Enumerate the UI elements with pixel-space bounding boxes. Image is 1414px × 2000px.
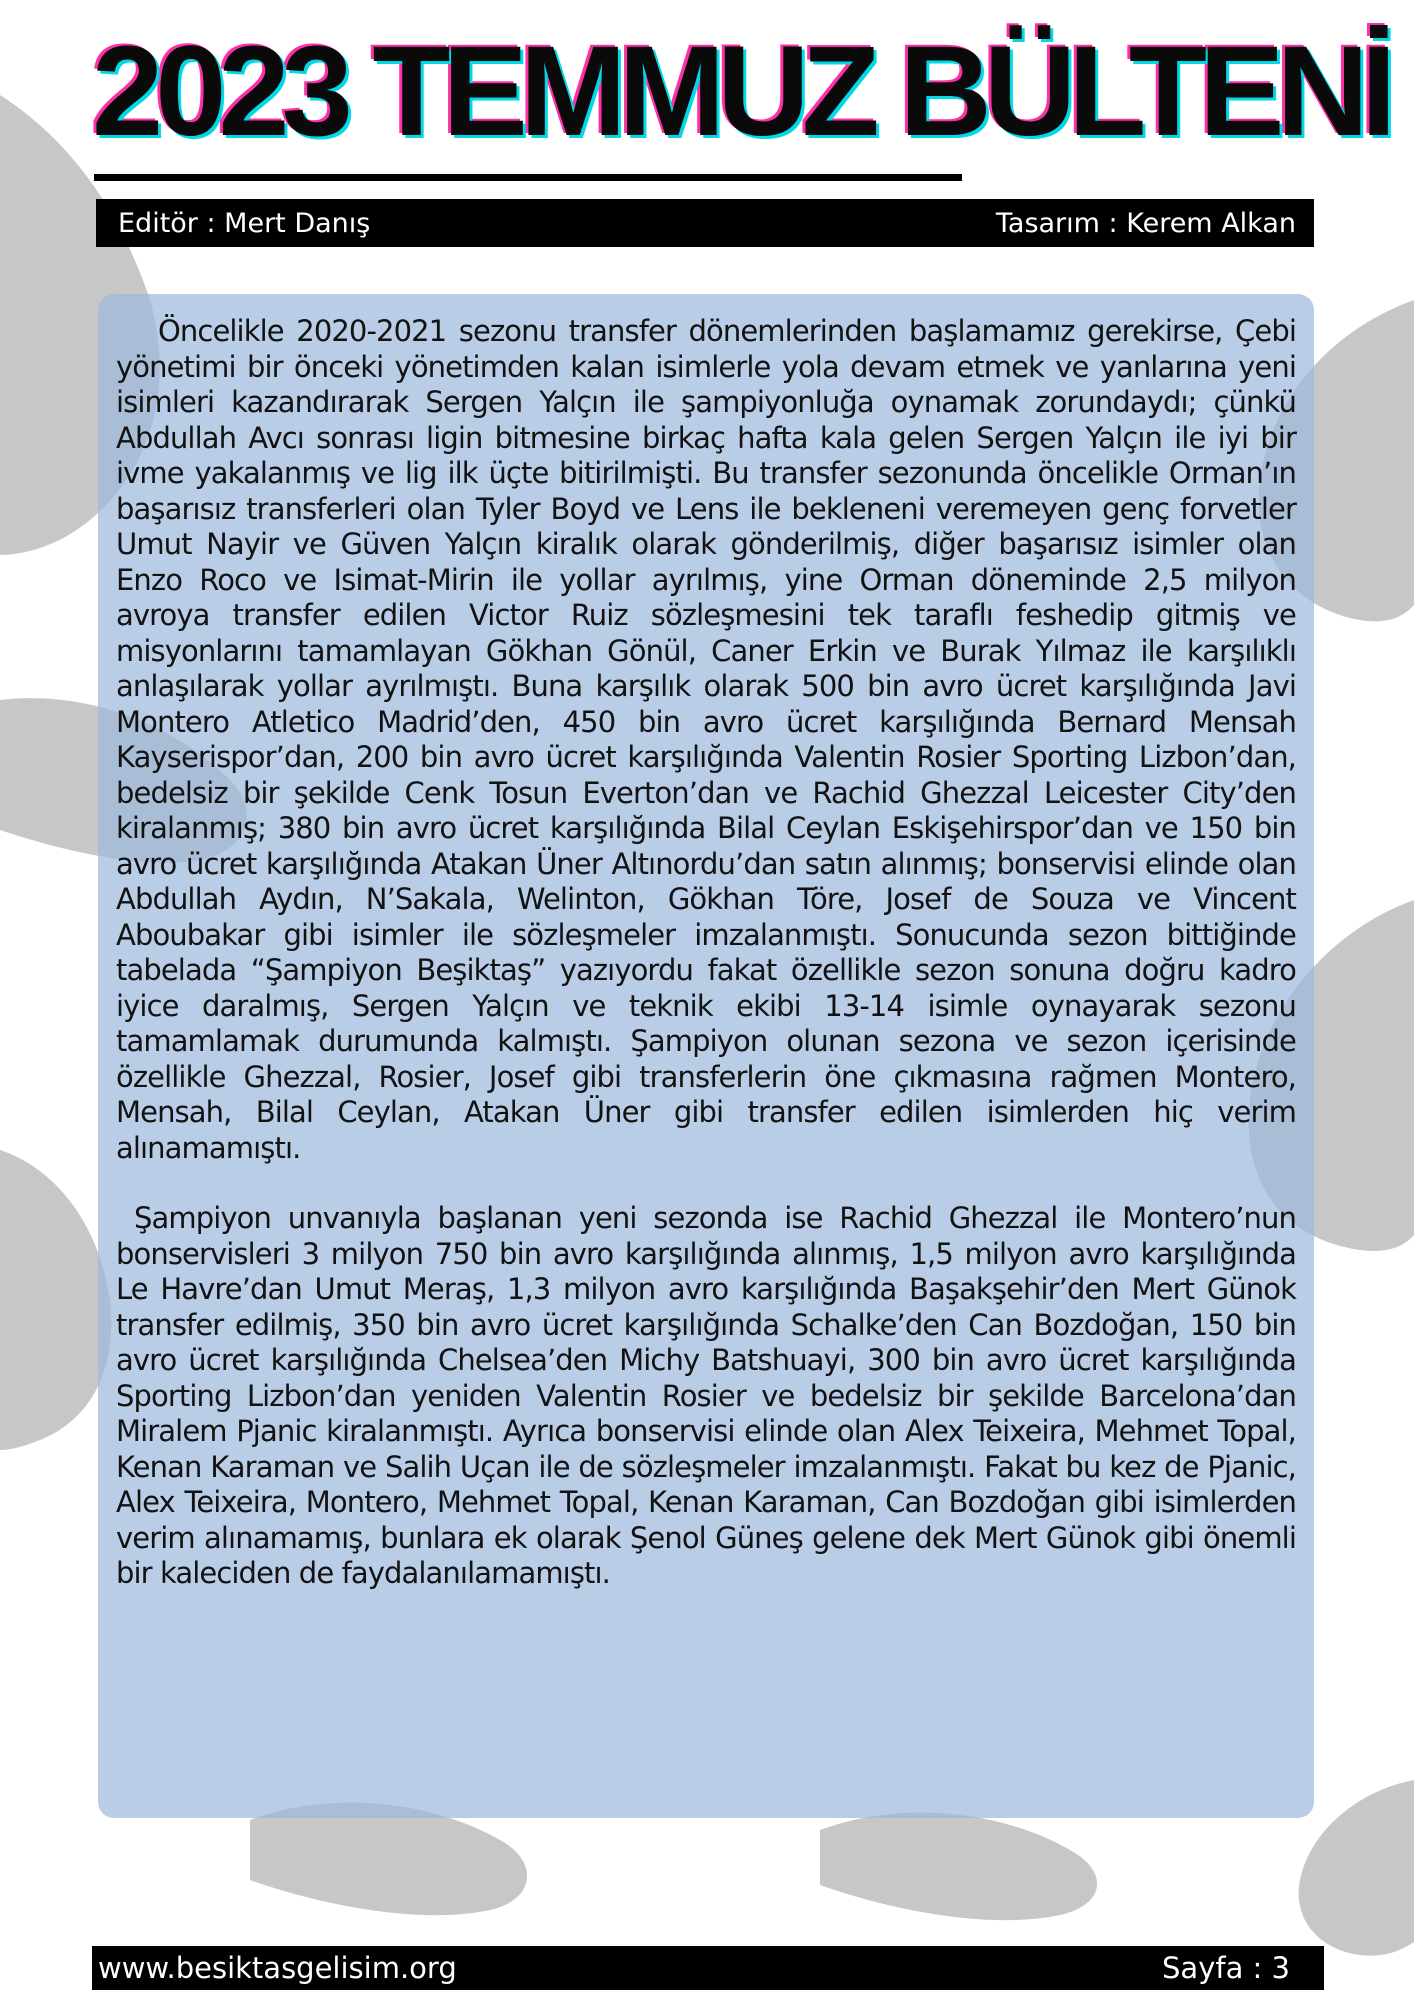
page-title: 2023 TEMMUZ BÜLTENİ	[92, 20, 1389, 163]
website-link[interactable]: www.besiktasgelisim.org	[98, 1951, 457, 1985]
article-paragraph: Şampiyon unvanıyla başlanan yeni sezonda ise Rachid Ghezzal ile Montero’nun bonservisleri 3 milyon 750 bin avro karşılığında alınmış, 1,5 milyon avro karşılığında Le Havre’dan Umut Meraş, 1,3 milyon avro karşılığında Başakşehir’den Mert Günok transfer edilmiş, 350 bin avro ücret karşılığında Schalke’den Can Bozdoğan, 150 bin avro ücret karşılığında Chelsea’den Michy Batshuayi, 300 bin avro ücret karşılığında Sporting Lizbon’dan yeniden Valentin Rosier ve bedelsiz bir şekilde Barcelona’dan Miralem Pjanic kiralanmıştı. Ayrıca bonservisi elinde olan Alex Teixeira, Mehmet Topal, Kenan Karaman ve Salih Uçan ile de sözleşmeler imzalanmıştı. Fakat bu kez de Pjanic, Alex Teixeira, Montero, Mehmet Topal, Kenan Karaman, Can Bozdoğan gibi isimlerden verim alınamamış, bunlara ek olarak Şenol Güneş gelene dek Mert Günok gibi önemli bir kaleciden de faydalanılamamıştı.	[116, 1201, 1296, 1590]
editor-credit: Editör : Mert Danış	[118, 207, 371, 239]
credit-bar	[96, 199, 1314, 247]
title-underline	[94, 174, 962, 181]
footer-bar	[92, 1946, 1324, 1990]
article-paragraph: Öncelikle 2020-2021 sezonu transfer dönemlerinden başlamamız gerekirse, Çebi yönetimi bir önceki yönetimden kalan isimlerle yola devam etmek ve yanlarına yeni isimleri kazandırarak Sergen Yalçın ile şampiyonluğa oynamak zorundaydı; çünkü Abdullah Avcı sonrası ligin bitmesine birkaç hafta kala gelen Sergen Yalçın ile iyi bir ivme yakalanmış ve lig ilk üçte bitirilmişti. Bu transfer sezonunda öncelikle Orman’ın başarısız transferleri olan Tyler Boyd ve Lens ile bekleneni veremeyen genç forvetler Umut Nayir ve Güven Yalçın kiralık olarak gönderilmiş, diğer başarısız isimler olan Enzo Roco ve Isimat-Mirin ile yollar ayrılmış, yine Orman döneminde 2,5 milyon avroya transfer edilen Victor Ruiz sözleşmesini tek taraflı feshedip gitmiş ve misyonlarını tamamlayan Gökhan Gönül, Caner Erkin ve Burak Yılmaz ile karşılıklı anlaşılarak yollar ayrılmıştı. Buna karşılık olarak 500 bin avro ücret karşılığında Javi Montero Atletico Madrid’den, 450 bin avro ücret karşılığında Bernard Mensah Kayserispor’dan, 200 bin avro ücret karşılığında Valentin Rosier Sporting Lizbon’dan, bedelsiz bir şekilde Cenk Tosun Everton’dan ve Rachid Ghezzal Leicester City’den kiralanmış; 380 bin avro ücret karşılığında Bilal Ceylan Eskişehirspor’dan ve 150 bin avro ücret karşılığında Atakan Üner Altınordu’dan satın alınmış; bonservisi elinde olan Abdullah Aydın, N’Sakala, Welinton, Gökhan Töre, Josef de Souza ve Vincent Aboubakar gibi isimler ile sözleşmeler imzalanmıştı. Sonucunda sezon bittiğinde tabelada “Şampiyon Beşiktaş” yazıyordu fakat özellikle sezon sonuna doğru kadro iyice daralmış, Sergen Yalçın ve teknik ekibi 13-14 isimle oynayarak sezonu tamamlamak durumunda kalmıştı. Şampiyon olunan sezona ve sezon içerisinde özellikle Ghezzal, Rosier, Josef gibi transferlerin öne çıkmasına rağmen Montero, Mensah, Bilal Ceylan, Atakan Üner gibi transfer edilen isimlerden hiç verim alınamamıştı.	[116, 314, 1296, 1165]
designer-credit: Tasarım : Kerem Alkan	[995, 207, 1296, 239]
article-panel	[98, 294, 1314, 1818]
page-number: Sayfa : 3	[1162, 1951, 1290, 1985]
